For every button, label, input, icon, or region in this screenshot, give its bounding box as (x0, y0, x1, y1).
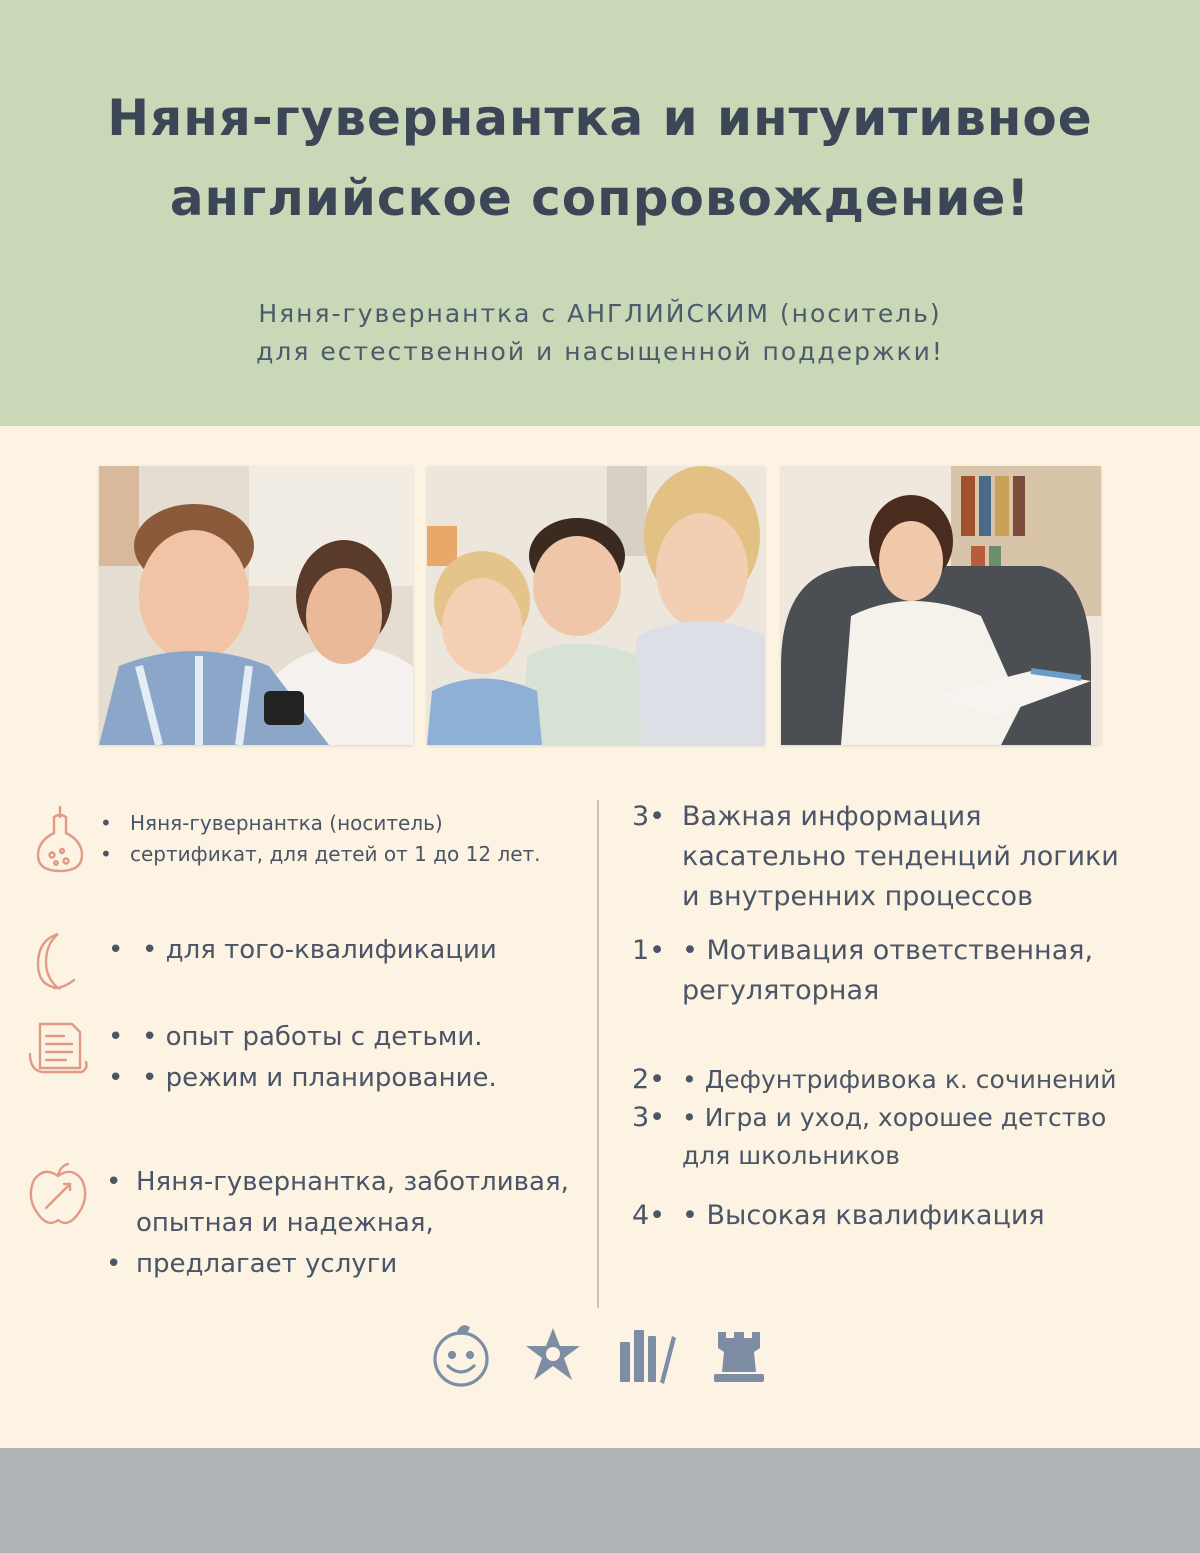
page-title (0, 78, 1200, 238)
item-number: 4• (632, 1200, 666, 1231)
castle-tower-icon (706, 1322, 772, 1388)
subtitle-line-1: Няня-гувернантка с АНГЛИЙСКИМ (носитель) (258, 299, 942, 328)
photo-girl-reading (781, 466, 1101, 745)
numbered-item (632, 1196, 1045, 1236)
item-text: Важная информация (682, 801, 982, 832)
column-divider (597, 800, 599, 1308)
bullet: • (106, 1249, 122, 1279)
numbered-item (632, 1099, 1107, 1170)
list-item (106, 1244, 569, 1285)
document-icon (26, 1014, 90, 1086)
list-item-text: Няня-гувернантка, заботливая, (136, 1167, 569, 1197)
item-text: • Мотивация ответственная, (682, 935, 1094, 966)
list-item: • сертификат, для детей от 1 до 12 лет. (100, 839, 541, 870)
numbered-item (632, 1060, 1117, 1100)
item-number: 2• (632, 1064, 666, 1095)
list-item (106, 1162, 569, 1203)
books-pencil-icon (614, 1322, 680, 1388)
smiley-face-icon (428, 1322, 494, 1388)
numbered-item (632, 797, 1119, 912)
list-item-text: предлагает услуги (136, 1249, 398, 1279)
bullet: • (106, 1167, 122, 1197)
item-number: 3• (632, 1102, 666, 1133)
list-block-4 (106, 1162, 569, 1285)
item-text: касательно тенденций логики (682, 841, 1119, 872)
footer-band (0, 1448, 1200, 1553)
list-item: • • для того-квалификации (108, 930, 497, 971)
item-number: 3• (632, 801, 666, 832)
item-text: • Игра и уход, хорошее детство (682, 1103, 1107, 1132)
moon-icon (24, 926, 88, 998)
item-text: • Дефунтрифивока к. сочинений (682, 1065, 1117, 1094)
list-block-3 (108, 1017, 497, 1099)
bottom-icon-row (428, 1322, 773, 1392)
numbered-item (632, 931, 1094, 1006)
item-text: • Высокая квалификация (682, 1200, 1045, 1231)
title-line-2: английское сопровождение! (169, 169, 1031, 227)
list-item: • • опыт работы с детьми. (108, 1017, 497, 1058)
photo-three-children (427, 466, 765, 745)
list-item: • Няня-гувернантка (носитель) (100, 808, 541, 839)
photo-boy-and-girl (99, 466, 413, 745)
item-number: 1• (632, 935, 666, 966)
bottle-icon (28, 803, 92, 875)
page-subtitle (0, 295, 1200, 371)
subtitle-line-2: для естественной и насыщенной поддержки! (256, 337, 944, 366)
list-block-1 (100, 808, 541, 870)
item-text: для школьников (682, 1141, 900, 1170)
item-text: и внутренних процессов (682, 881, 1033, 912)
list-item-continuation: опытная и надежная, (136, 1208, 434, 1238)
item-text: регуляторная (682, 975, 880, 1006)
star-flower-icon (520, 1322, 586, 1388)
list-block-2 (108, 930, 497, 971)
list-item: • • режим и планирование. (108, 1058, 497, 1099)
apple-icon (26, 1158, 90, 1230)
title-line-1: Няня-гувернантка и интуитивное (107, 89, 1093, 147)
